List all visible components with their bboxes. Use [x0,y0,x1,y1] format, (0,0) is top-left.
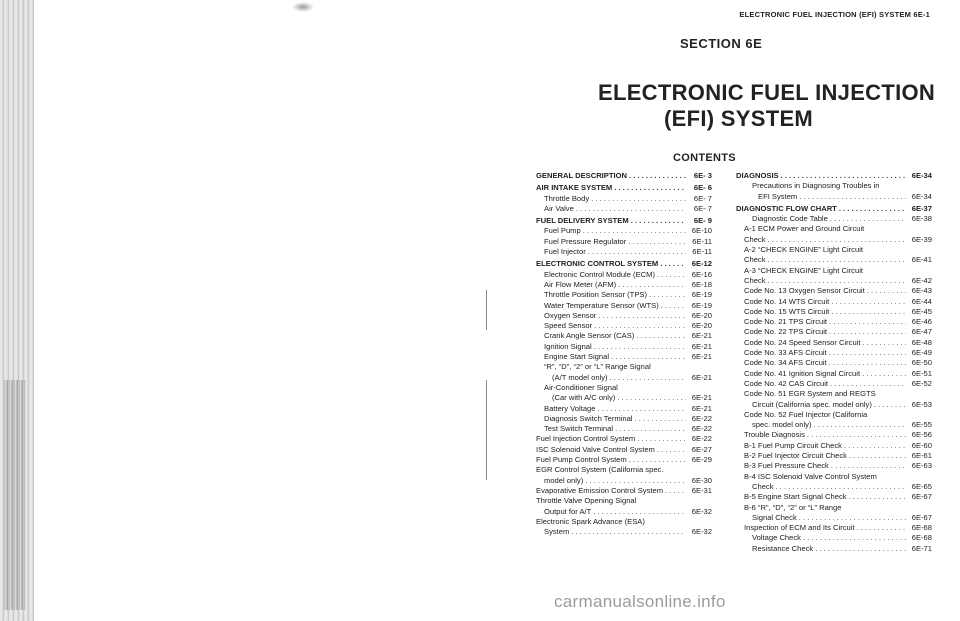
toc-entry [736,266,932,276]
toc-entry [536,290,712,300]
toc-leader-dots [657,445,686,455]
toc-leader-dots [649,290,686,300]
toc-entry-page: 6E-68 [911,523,932,533]
toc-entry [736,224,932,234]
toc-entry [736,513,932,523]
contents-heading: CONTENTS [673,152,736,164]
toc-entry-page: 6E-22 [691,434,712,444]
toc-entry-title: System [544,527,570,537]
toc-leader-dots [615,424,686,434]
toc-entry-title: GENERAL DESCRIPTION [536,171,627,180]
toc-entry [536,383,712,393]
toc-entry-page: 6E-21 [691,393,712,403]
toc-entry [736,181,932,191]
toc-entry-title: AIR INTAKE SYSTEM [536,183,613,193]
toc-left-column [536,171,712,537]
margin-mark [486,380,487,480]
toc-entry-title: Air Valve [544,203,574,213]
toc-entry-title: Water Temperature Sensor (WTS) [544,300,659,310]
toc-leader-dots [849,492,906,502]
toc-entry-title: Throttle Body [544,193,590,203]
toc-entry-title: FUEL DELIVERY SYSTEM [536,216,629,226]
toc-entry-page: 6E-16 [691,269,712,279]
toc-entry [536,204,712,214]
toc-entry [736,276,932,286]
toc-entry-title: Crank Angle Sensor (CAS) [544,331,635,341]
toc-entry-page: 6E-53 [911,399,932,409]
toc-entry-title: Check [744,275,766,285]
toc-entry-title: Fuel Pump [544,226,581,236]
toc-entry-title: ISC Solenoid Valve Control System [536,444,655,454]
toc-entry-page: 6E-32 [691,506,712,516]
page-title-line-2: (EFI) SYSTEM [664,106,814,131]
toc-leader-dots [598,311,686,321]
toc-leader-dots [591,194,686,204]
toc-entry-title: B-4 ISC Solenoid Valve Control System [744,471,877,481]
toc-entry-page: 6E-31 [691,485,712,495]
toc-entry-title: Air-Conditioner Signal [544,382,618,392]
toc-entry [736,214,932,224]
toc-leader-dots [844,441,906,451]
toc-entry-page: 6E-27 [691,444,712,454]
margin-mark [486,290,487,330]
toc-leader-dots [839,204,906,214]
toc-entry-page: 6E-67 [911,512,932,522]
toc-entry [736,492,932,502]
toc-entry-title: ELECTRONIC CONTROL SYSTEM [536,259,659,269]
toc-entry-title: model only) [544,475,584,485]
toc-entry [736,317,932,327]
toc-entry-title: Battery Voltage [544,403,596,413]
toc-entry-title: Air Flow Meter (AFM) [544,279,617,289]
toc-entry-page: 6E-21 [691,372,712,382]
toc-entry [736,389,932,399]
toc-entry [736,327,932,337]
toc-entry-title: Check [752,481,774,491]
toc-entry [736,235,932,245]
toc-leader-dots [829,327,906,337]
toc-entry-page: 6E-19 [691,300,712,310]
toc-leader-dots [874,400,906,410]
toc-entry [736,297,932,307]
toc-entry-page: 6E-18 [691,279,712,289]
toc-entry [536,507,712,517]
watermark: carmanualsonline.info [554,592,726,611]
toc-entry [536,342,712,352]
toc-leader-dots [629,455,686,465]
toc-entry-title: Trouble Diagnosis [744,430,805,440]
toc-entry-title: B-6 “R”, “D”, “2” or “L” Range [744,502,842,512]
toc-entry-page: 6E-38 [911,214,932,224]
toc-leader-dots [660,259,686,269]
toc-entry [536,404,712,414]
toc-entry-title: Code No. 21 TPS Circuit [744,317,828,327]
toc-leader-dots [593,507,686,517]
toc-entry [536,226,712,236]
toc-entry [536,517,712,527]
toc-entry-page: 6E-39 [911,234,932,244]
toc-entry-title: Inspection of ECM and Its Circuit [744,523,855,533]
toc-leader-dots [594,321,686,331]
toc-entry [536,194,712,204]
toc-leader-dots [781,171,906,181]
toc-leader-dots [862,369,906,379]
toc-entry-page: 6E-63 [911,461,932,471]
toc-leader-dots [588,247,686,257]
toc-entry-title: EGR Control System (California spec. [536,465,664,475]
toc-entry-page: 6E-29 [691,455,712,465]
toc-entry-page: 6E-67 [911,492,932,502]
toc-entry [536,486,712,496]
toc-leader-dots [583,226,686,236]
toc-entry-title: Voltage Check [752,533,801,543]
toc-entry [536,331,712,341]
toc-entry-page: 6E-49 [911,348,932,358]
toc-entry [736,358,932,368]
toc-entry-page: 6E-30 [691,475,712,485]
toc-leader-dots [598,404,686,414]
toc-entry [536,414,712,424]
toc-entry [736,410,932,420]
toc-leader-dots [637,434,686,444]
toc-entry [736,533,932,543]
toc-entry [736,482,932,492]
page-title-line-1: ELECTRONIC FUEL INJECTION [598,80,936,105]
toc-leader-dots [863,338,906,348]
section-number: SECTION 6E [680,36,763,51]
toc-entry-title: Code No. 15 WTS Circuit [744,306,830,316]
toc-entry [736,400,932,410]
toc-entry-title: Evaporative Emission Control System [536,485,664,495]
toc-entry-title: Electronic Control Module (ECM) [544,269,655,279]
toc-entry-title: Fuel Pump Control System [536,455,627,465]
toc-entry-page: 6E-21 [691,331,712,341]
toc-entry-title: Code No. 14 WTS Circuit [744,296,830,306]
toc-entry [536,321,712,331]
toc-entry [536,434,712,444]
toc-entry [536,237,712,247]
toc-leader-dots [831,461,906,471]
toc-leader-dots [857,523,906,533]
toc-entry-title: DIAGNOSIS [736,171,779,180]
scan-speck [292,2,314,12]
toc-entry [536,393,712,403]
toc-leader-dots [631,216,686,226]
toc-entry [736,472,932,482]
toc-entry-title: Circuit (California spec. model only) [752,399,872,409]
toc-entry [536,527,712,537]
toc-leader-dots [815,544,906,554]
toc-entry [736,441,932,451]
toc-entry-title: Throttle Position Sensor (TPS) [544,290,647,300]
toc-leader-dots [661,301,686,311]
toc-entry-page: 6E-21 [691,403,712,413]
toc-entry [736,379,932,389]
toc-entry-title: Code No. 51 EGR System and REGTS [744,389,876,399]
toc-leader-dots [803,533,906,543]
toc-entry-title: Signal Check [752,512,797,522]
toc-entry [536,301,712,311]
toc-entry-page: 6E-22 [691,424,712,434]
toc-entry-page: 6E-21 [691,341,712,351]
toc-entry-page: 6E-50 [911,358,932,368]
toc-entry-title: B-1 Fuel Pump Circuit Check [744,440,842,450]
toc-leader-dots [799,513,906,523]
toc-leader-dots [610,373,686,383]
toc-entry [736,286,932,296]
toc-leader-dots [768,276,906,286]
toc-entry-page: 6E-48 [911,337,932,347]
toc-entry [736,338,932,348]
toc-entry-page: 6E-55 [911,420,932,430]
toc-entry-page: 6E-12 [691,259,712,269]
toc-leader-dots [849,451,906,461]
toc-entry [736,192,932,202]
running-header: ELECTRONIC FUEL INJECTION (EFI) SYSTEM 6E-1 [739,10,930,19]
toc-entry [736,369,932,379]
toc-entry [736,245,932,255]
toc-entry [736,348,932,358]
toc-entry-page: 6E-44 [911,296,932,306]
toc-entry [536,171,712,181]
toc-entry-page: 6E-32 [691,527,712,537]
toc-entry-title: Ignition Signal [544,341,592,351]
toc-leader-dots [831,307,906,317]
toc-leader-dots [576,204,686,214]
toc-entry-title: Check [744,234,766,244]
toc-entry [536,465,712,475]
toc-entry-title: A-2 “CHECK ENGINE” Light Circuit [744,245,863,255]
toc-entry-page: 6E-47 [911,327,932,337]
toc-entry-page: 6E-60 [911,440,932,450]
toc-entry-title: Check [744,255,766,265]
toc-leader-dots [830,379,906,389]
toc-entry-page: 6E-52 [911,378,932,388]
toc-entry [736,430,932,440]
toc-leader-dots [768,235,906,245]
toc-entry [536,183,712,193]
toc-entry-title: Fuel Pressure Regulator [544,236,627,246]
toc-leader-dots [618,280,686,290]
toc-entry-title: Throttle Valve Opening Signal [536,496,637,506]
toc-entry-title: Precautions in Diagnosing Troubles in [752,181,880,191]
toc-leader-dots [768,255,906,265]
toc-entry [736,307,932,317]
toc-entry-page: 6E-34 [911,171,932,180]
toc-entry [536,373,712,383]
toc-entry [536,445,712,455]
toc-entry-title: Code No. 41 Ignition Signal Circuit [744,368,861,378]
toc-leader-dots [614,183,686,193]
toc-entry-page: 6E-10 [691,226,712,236]
toc-entry-title: B-5 Engine Start Signal Check [744,492,847,502]
toc-leader-dots [807,430,906,440]
toc-entry-page: 6E-20 [691,321,712,331]
toc-entry [536,476,712,486]
toc-leader-dots [611,352,686,362]
toc-leader-dots [657,270,686,280]
toc-leader-dots [829,358,906,368]
toc-entry-title: Code No. 13 Oxygen Sensor Circuit [744,286,865,296]
toc-entry-page: 6E-42 [911,275,932,285]
toc-entry-title: A-3 “CHECK ENGINE” Light Circuit [744,265,863,275]
toc-leader-dots [585,476,686,486]
toc-entry-page: 6E-11 [692,247,712,257]
toc-entry-title: (Car with A/C only) [552,393,616,403]
toc-entry [736,420,932,430]
toc-entry-title: Code No. 34 AFS Circuit [744,358,827,368]
toc-entry-page: 6E- 9 [693,216,712,226]
toc-leader-dots [799,192,906,202]
toc-leader-dots [665,486,686,496]
toc-entry [536,424,712,434]
toc-entry-title: DIAGNOSTIC FLOW CHART [736,203,837,213]
toc-entry-page: 6E-46 [911,317,932,327]
toc-entry-page: 6E-68 [911,533,932,543]
toc-entry-title: Fuel Injector [544,247,586,257]
toc-leader-dots [594,342,686,352]
toc-entry-page: 6E-56 [911,430,932,440]
toc-leader-dots [776,482,906,492]
toc-entry-page: 6E- 6 [693,183,712,193]
toc-entry [536,311,712,321]
toc-entry-page: 6E-45 [911,306,932,316]
toc-entry-title: Resistance Check [752,543,814,553]
toc-right-column [736,171,932,554]
toc-entry-title: Diagnosis Switch Terminal [544,413,633,423]
toc-leader-dots [629,171,686,181]
toc-entry-title: “R”, “D”, “2” or “L” Range Signal [544,362,651,372]
toc-entry-page: 6E-61 [911,451,932,461]
toc-entry-title: Code No. 52 Fuel Injector (California [744,409,868,419]
toc-entry-title: Engine Start Signal [544,352,610,362]
toc-entry-page: 6E- 3 [693,171,712,180]
toc-entry [536,455,712,465]
toc-entry-title: Code No. 24 Speed Sensor Circuit [744,337,861,347]
toc-entry-title: Speed Sensor [544,321,593,331]
toc-entry [736,461,932,471]
toc-entry [736,171,932,181]
toc-entry [536,270,712,280]
toc-entry [736,503,932,513]
toc-leader-dots [829,348,906,358]
toc-entry-page: 6E-19 [691,290,712,300]
toc-leader-dots [636,331,686,341]
toc-entry-title: Output for A/T [544,506,592,516]
toc-entry [736,255,932,265]
toc-entry [736,451,932,461]
toc-entry-page: 6E-65 [911,481,932,491]
toc-entry [736,523,932,533]
toc-leader-dots [617,393,686,403]
toc-leader-dots [814,420,906,430]
toc-entry-title: (A/T model only) [552,372,608,382]
toc-leader-dots [571,527,686,537]
toc-entry-title: Code No. 22 TPS Circuit [744,327,828,337]
toc-entry-page: 6E-41 [911,255,932,265]
toc-entry [536,259,712,269]
toc-entry-page: 6E- 7 [693,203,712,213]
toc-entry-title: EFI System [758,191,798,201]
toc-leader-dots [635,414,687,424]
toc-entry [536,496,712,506]
toc-entry-page: 6E-34 [911,191,932,201]
toc-entry-title: B-2 Fuel Injector Circuit Check [744,451,847,461]
toc-entry-title: Diagnostic Code Table [752,214,828,224]
toc-leader-dots [829,317,906,327]
toc-entry-page: 6E- 7 [693,193,712,203]
toc-entry [536,362,712,372]
toc-entry-page: 6E-51 [911,368,932,378]
toc-leader-dots [831,297,906,307]
toc-leader-dots [830,214,906,224]
toc-entry-page: 6E-11 [692,236,712,246]
toc-leader-dots [867,286,906,296]
toc-entry-page: 6E-21 [691,352,712,362]
toc-entry-title: Fuel Injection Control System [536,434,636,444]
toc-entry-title: Oxygen Sensor [544,310,597,320]
toc-leader-dots [628,237,686,247]
toc-entry [736,544,932,554]
toc-entry-page: 6E-71 [911,543,932,553]
toc-entry-title: A-1 ECM Power and Ground Circuit [744,224,865,234]
toc-entry-page: 6E-22 [691,413,712,423]
page-binding-edge [0,0,34,621]
toc-entry [536,280,712,290]
toc-entry-title: Code No. 33 AFS Circuit [744,348,827,358]
toc-entry-page: 6E-37 [911,203,932,213]
toc-entry-page: 6E-43 [911,286,932,296]
toc-entry-title: Electronic Spark Advance (ESA) [536,516,645,526]
toc-entry [736,204,932,214]
toc-entry [536,247,712,257]
toc-entry-title: Code No. 42 CAS Circuit [744,378,828,388]
toc-entry-page: 6E-20 [691,310,712,320]
toc-entry-title: B-3 Fuel Pressure Check [744,461,829,471]
toc-entry [536,352,712,362]
toc-entry [536,216,712,226]
toc-entry-title: Test Switch Terminal [544,424,614,434]
toc-entry-title: spec. model only) [752,420,812,430]
